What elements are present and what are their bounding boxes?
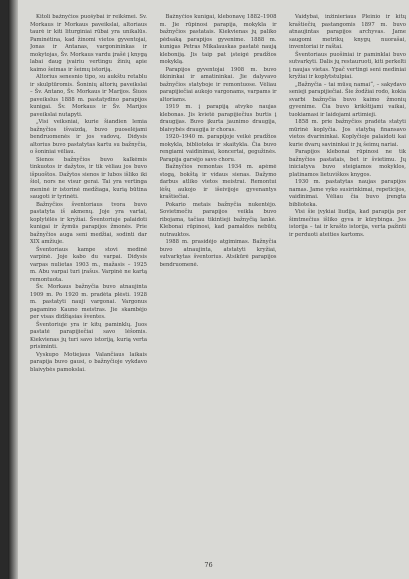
paragraph: Bažnyčios remontas 1934 m. apėmė stogą, bokštą ir vidaus sienas. Dažymo darbus atliko vietos meistrai. Remontui lėšų aukojo ir išeivijoje gyvenantys kraštiečiai. (159, 164, 277, 200)
paragraph: „Bažnyčia – tai mūsų namai“, – sakydavo senieji parapijiečiai. Šie žodžiai rodo, kokia svarbi bažnyčia buvo kaimo žmonių gyvenime. Čia buvo krikštijami vaikai, tuokiamasi ir laidojami artimieji. (289, 81, 406, 118)
spine-shadow (8, 0, 18, 579)
paragraph: Vyskupo Motiejaus Valančiaus laikais parapija buvo gausi, o bažnyčioje vykdavo blaivybės pamokslai. (30, 351, 147, 373)
text-columns (30, 14, 406, 552)
paragraph: Parapijos gyventojai 1908 m. buvo ūkininkai ir amatininkai. Jie dalyvavo bažnyčios statyboje ir remontuose. Vėliau parapijiečiai aukojo vargonams, varpams ir altoriams. (159, 66, 277, 103)
paragraph: Pokario metais bažnyčia nukentėjo. Sovietmečiu parapijos veikla buvo ribojama, tačiau tikintieji bažnyčią lankė. Klebonai rūpinosi, kad pamaldos nebūtų nutrauktos. (159, 201, 277, 238)
paragraph: Šventoriaus puošiniai ir paminklai buvo sutvarkyti. Dalis jų restauruoti, kiti perkelti į naujas vietas. Ypač vertingi seni mediniai kryžiai ir koplytstulpiai. (289, 51, 406, 80)
paragraph: Bažnyčios šventoriaus tvora buvo pastatyta iš akmenų. Joje yra vartai, koplytėlės ir kryžiai. Šventoriuje palaidoti kunigai ir žymūs parapijos žmonės. Prie bažnyčios auga seni medžiai, sodinti dar XIX amžiuje. (30, 201, 147, 245)
paragraph: „Visi veiksniai, kurie šiandien lemia bažnyčios išvaizdą, buvo puoselėjami bendruomenės ir jos vadovų. Didysis altorius buvo pastatytas kartu su bažnyčia, o šoniniai vėliau. (30, 119, 147, 155)
page-number: 76 (204, 561, 213, 569)
paragraph: Vaidybai, inžinieriaus Pleinio ir kitų kraštiečių pastangomis 1897 m. buvo atnaujintas parapijos archyvas. Jame saugomi metrikų knygų nuorašai, inventoriai ir raštai. (289, 14, 406, 50)
paragraph: Šventoriuje yra ir kitų paminklų. Juos pastatė parapijiečiai savo lėšomis. Kiekvienas jų turi savo istoriją, kurią verta prisiminti. (30, 321, 147, 350)
paragraph: 1930 m. pastatytas naujas parapijos namas. Jame vyko susirinkimai, repeticijos, vaidinimai. Vėliau čia buvo įrengta biblioteka. (289, 179, 406, 208)
text-column-2 (160, 14, 277, 552)
paragraph: 1858 m. prie bažnyčios pradėta statyti mūrinė koplyčia. Jos statybą finansavo vietos dvarininkai. Koplyčioje palaidoti kai kurie dvarų savininkai ir jų šeimų nariai. (289, 119, 406, 148)
paragraph: Kitoli bažnyčios puošybai ir reikšmei. Šv. Morkaus ir Morkaus paveikslai, altoriaus taurė ir kiti liturginiai rūbai yra unikalūs. Paminėtina, kad žinomi vietos gyventojai, Jonas ir Antanas, vargonininkas ir mokytojas, Šv. Morkaus vardu įrašė į knygą labai daug įvairiu vertingu žinių apie kaimo šeimas ir šeimų istoriją. (30, 14, 147, 73)
paragraph: Altorius senesnio tipo, su aukštu retablu ir skulptūromis. Šoninių altorių paveikslai – Šv. Antano, Šv. Morkaus ir Marijos. Šiuos paveikslus 1888 m. pastatydino parapijos kunigai. Šv. Morkaus ir Šv. Marijos paveikslai nutapyti. (30, 74, 147, 118)
book-page (8, 0, 409, 579)
paragraph: Visi šie įvykiai liudija, kad parapija per šimtmečius išliko gyva ir kūrybinga. Jos istorija – tai ir krašto istorija, verta pažinti ir perduoti ateities kartoms. (289, 209, 406, 238)
paragraph: 1919 m. į parapiją atvyko naujas klebonas. Jis kvietė parapijiečius burtis į draugijas. Buvo įkurta jaunimo draugija, blaivybės draugija ir choras. (159, 104, 277, 133)
paragraph: Sienos bažnyčios buvo kalkėmis tinkuotos ir dažytos, ir tik vėliau jos buvo išpuoštos. Dažytos sienos ir lubos išliko iki šiol, nors ne visur gerai. Tai yra vertinga meninė ir istorinė medžiaga, kurią būtina saugoti ir tyrinėti. (30, 156, 147, 200)
text-column-1 (30, 14, 147, 552)
text-column-3 (289, 14, 406, 552)
paragraph: 1920–1940 m. parapijoje veikė pradžios mokykla, biblioteka ir skaitykla. Čia buvo rengiami vaidinimai, koncertai, gegužinės. Parapija garsėjo savo choru. (159, 134, 277, 163)
paragraph: Parapijos klebonai rūpinosi ne tik bažnyčios pastatais, bet ir švietimu. Jų iniciatyva buvo steigiamos mokyklos, platinamos lietuviškos knygos. (289, 149, 406, 178)
paragraph: 1988 m. prasidėjo atgimimas. Bažnyčia buvo atnaujinta, atstatyti kryžiai, sutvarkytas šventorius. Atsikūrė parapijos bendruomenė. (159, 239, 277, 268)
paragraph: Šventoriaus kampe stovi medinė varpinė. Joje kabo du varpai. Didysis varpas nulietas 1903 m., mažasis – 1925 m. Abu varpai turi įrašus. Varpinė ne kartą remontuota. (30, 246, 147, 283)
paragraph: Bažnyčios kunigai, klebonavę 1882–1908 m. Jie rūpinosi parapija, mokykla ir bažnyčios pastatais. Kiekvienas jų paliko pėdsaką parapijos gyvenime. 1888 m. kunigas Petras Mikalauskas pastatė naują kleboniją. Jis taip pat įsteigė pradžios mokyklą. (159, 14, 277, 65)
paragraph: Šv. Morkaus bažnyčia buvo atnaujinta 1909 m. Po 1920 m. pradėta plėsti. 1928 m. pastatyti nauji vargonai. Vargonus pagamino Kauno meistras. Jie skambėjo per visas didžiąsias šventes. (30, 284, 147, 320)
